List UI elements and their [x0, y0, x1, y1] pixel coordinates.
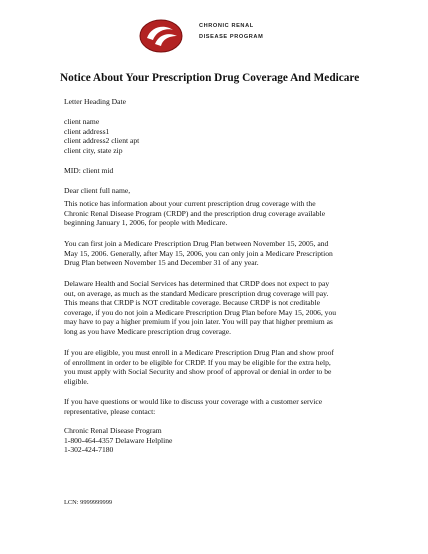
contact-info — [64, 426, 399, 455]
salutation: Dear client full name, — [64, 186, 131, 195]
program-name — [199, 21, 263, 43]
lcn-number: LCN: 9999999999 — [64, 499, 113, 506]
address-line: client address2 client apt — [64, 136, 140, 146]
contact-line: 1-800-464-4357 Delaware Helpline — [64, 435, 173, 445]
program-line-2: DISEASE PROGRAM — [199, 34, 264, 40]
notice-title: Notice About Your Prescription Drug Coverage And Medicare — [60, 72, 360, 84]
client-address — [64, 117, 399, 155]
crdp-logo-icon — [139, 18, 183, 54]
paragraph-2: You can first join a Medicare Prescription Drug Plan between November 15, 2005, and May 15, 2006. Generally, after May 15, 2006, you can only join a Medicare Prescription Drug Plan between November 15 and December 31 of any year. — [64, 239, 333, 268]
contact-line: Chronic Renal Disease Program — [64, 426, 162, 435]
client-mid: MID: client mid — [64, 166, 114, 175]
paragraph-5: If you have questions or would like to discuss your coverage with a customer service representative, please contact: — [64, 397, 323, 416]
paragraph-3: Delaware Health and Social Services has determined that CRDP does not expect to pay out, on average, as much as the standard Medicare prescription drug coverage will pay. This means that CRDP is NOT creditable coverage. Because CRDP is not creditable coverage, if you do not join a Medicare Prescription Drug Plan before May 15, 2006, you may have to pay a higher premium if you join later. You will pay that higher premium as long as you have Medicare prescription drug coverage. — [64, 279, 337, 336]
paragraph-1: This notice has information about your current prescription drug coverage with the Chronic Renal Disease Program (CRDP) and the prescription drug coverage available beginning January 1, 2006, for people with Medicare. — [64, 199, 326, 228]
address-line: client city, state zip — [64, 145, 123, 155]
letter-heading-date: Letter Heading Date — [64, 97, 126, 106]
paragraph-4: If you are eligible, you must enroll in a Medicare Prescription Drug Plan and show proof of enrollment in order to be eligible for CRDP. If you may be eligible for the extra help, you must apply with Social Security and show proof of approval or denial in order to be eligible. — [64, 348, 334, 386]
address-line: client address1 — [64, 126, 110, 136]
address-line: client name — [64, 117, 100, 126]
program-line-1: CHRONIC RENAL — [199, 23, 254, 29]
contact-line: 1-302-424-7180 — [64, 445, 114, 455]
